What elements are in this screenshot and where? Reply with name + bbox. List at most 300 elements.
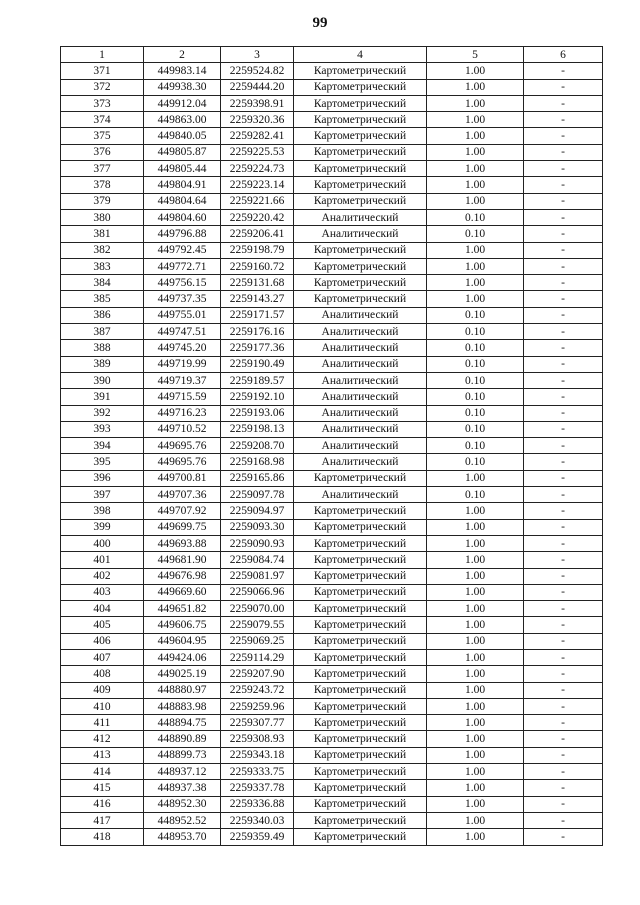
accuracy-cell: 1.00 <box>427 584 524 600</box>
accuracy-cell: 1.00 <box>427 601 524 617</box>
accuracy-cell: 1.00 <box>427 829 524 845</box>
table-row <box>61 193 603 209</box>
method-cell: Картометрический <box>294 698 427 714</box>
y-coordinate-cell: 2259094.97 <box>221 503 294 519</box>
note-cell: - <box>524 487 603 503</box>
note-cell: - <box>524 438 603 454</box>
accuracy-cell: 1.00 <box>427 780 524 796</box>
x-coordinate-cell: 449695.76 <box>144 438 221 454</box>
note-cell: - <box>524 584 603 600</box>
y-coordinate-cell: 2259337.78 <box>221 780 294 796</box>
point-number-cell: 376 <box>61 144 144 160</box>
note-cell: - <box>524 796 603 812</box>
y-coordinate-cell: 2259090.93 <box>221 535 294 551</box>
method-cell: Аналитический <box>294 421 427 437</box>
coordinates-table <box>60 46 603 846</box>
y-coordinate-cell: 2259177.36 <box>221 340 294 356</box>
accuracy-cell: 0.10 <box>427 454 524 470</box>
table-row <box>61 633 603 649</box>
accuracy-cell: 1.00 <box>427 764 524 780</box>
y-coordinate-cell: 2259192.10 <box>221 389 294 405</box>
method-cell: Картометрический <box>294 470 427 486</box>
accuracy-cell: 1.00 <box>427 144 524 160</box>
note-cell: - <box>524 731 603 747</box>
table-row <box>61 649 603 665</box>
table-row <box>61 698 603 714</box>
table-row <box>61 438 603 454</box>
accuracy-cell: 0.10 <box>427 324 524 340</box>
point-number-cell: 406 <box>61 633 144 649</box>
method-cell: Картометрический <box>294 731 427 747</box>
table-row <box>61 584 603 600</box>
note-cell: - <box>524 324 603 340</box>
y-coordinate-cell: 2259308.93 <box>221 731 294 747</box>
method-cell: Картометрический <box>294 796 427 812</box>
y-coordinate-cell: 2259165.86 <box>221 470 294 486</box>
table-row <box>61 209 603 225</box>
point-number-cell: 371 <box>61 63 144 79</box>
method-cell: Картометрический <box>294 780 427 796</box>
point-number-cell: 381 <box>61 226 144 242</box>
table-row <box>61 258 603 274</box>
y-coordinate-cell: 2259171.57 <box>221 307 294 323</box>
accuracy-cell: 0.10 <box>427 307 524 323</box>
point-number-cell: 392 <box>61 405 144 421</box>
x-coordinate-cell: 448953.70 <box>144 829 221 845</box>
point-number-cell: 385 <box>61 291 144 307</box>
point-number-cell: 398 <box>61 503 144 519</box>
y-coordinate-cell: 2259198.13 <box>221 421 294 437</box>
y-coordinate-cell: 2259097.78 <box>221 487 294 503</box>
method-cell: Аналитический <box>294 438 427 454</box>
table-row <box>61 487 603 503</box>
y-coordinate-cell: 2259093.30 <box>221 519 294 535</box>
accuracy-cell: 0.10 <box>427 389 524 405</box>
table-row <box>61 112 603 128</box>
point-number-cell: 409 <box>61 682 144 698</box>
note-cell: - <box>524 340 603 356</box>
x-coordinate-cell: 449772.71 <box>144 258 221 274</box>
method-cell: Картометрический <box>294 601 427 617</box>
accuracy-cell: 0.10 <box>427 356 524 372</box>
accuracy-cell: 1.00 <box>427 666 524 682</box>
point-number-cell: 414 <box>61 764 144 780</box>
table-row <box>61 519 603 535</box>
table-row <box>61 405 603 421</box>
point-number-cell: 407 <box>61 649 144 665</box>
column-header-3: 3 <box>221 47 294 63</box>
point-number-cell: 400 <box>61 535 144 551</box>
note-cell: - <box>524 161 603 177</box>
note-cell: - <box>524 209 603 225</box>
x-coordinate-cell: 449747.51 <box>144 324 221 340</box>
note-cell: - <box>524 275 603 291</box>
y-coordinate-cell: 2259336.88 <box>221 796 294 812</box>
y-coordinate-cell: 2259207.90 <box>221 666 294 682</box>
method-cell: Картометрический <box>294 535 427 551</box>
x-coordinate-cell: 449716.23 <box>144 405 221 421</box>
method-cell: Аналитический <box>294 372 427 388</box>
accuracy-cell: 1.00 <box>427 161 524 177</box>
x-coordinate-cell: 449912.04 <box>144 95 221 111</box>
y-coordinate-cell: 2259081.97 <box>221 568 294 584</box>
y-coordinate-cell: 2259224.73 <box>221 161 294 177</box>
x-coordinate-cell: 449863.00 <box>144 112 221 128</box>
x-coordinate-cell: 448883.98 <box>144 698 221 714</box>
point-number-cell: 402 <box>61 568 144 584</box>
method-cell: Аналитический <box>294 454 427 470</box>
table-row <box>61 63 603 79</box>
point-number-cell: 401 <box>61 552 144 568</box>
x-coordinate-cell: 449938.30 <box>144 79 221 95</box>
point-number-cell: 386 <box>61 307 144 323</box>
method-cell: Картометрический <box>294 242 427 258</box>
y-coordinate-cell: 2259208.70 <box>221 438 294 454</box>
x-coordinate-cell: 449710.52 <box>144 421 221 437</box>
table-row <box>61 79 603 95</box>
x-coordinate-cell: 449699.75 <box>144 519 221 535</box>
table-row <box>61 552 603 568</box>
note-cell: - <box>524 812 603 828</box>
y-coordinate-cell: 2259221.66 <box>221 193 294 209</box>
accuracy-cell: 1.00 <box>427 633 524 649</box>
point-number-cell: 417 <box>61 812 144 828</box>
y-coordinate-cell: 2259340.03 <box>221 812 294 828</box>
note-cell: - <box>524 307 603 323</box>
accuracy-cell: 0.10 <box>427 421 524 437</box>
x-coordinate-cell: 449025.19 <box>144 666 221 682</box>
x-coordinate-cell: 449681.90 <box>144 552 221 568</box>
point-number-cell: 375 <box>61 128 144 144</box>
x-coordinate-cell: 449669.60 <box>144 584 221 600</box>
table-row <box>61 144 603 160</box>
y-coordinate-cell: 2259114.29 <box>221 649 294 665</box>
method-cell: Картометрический <box>294 258 427 274</box>
note-cell: - <box>524 535 603 551</box>
y-coordinate-cell: 2259070.00 <box>221 601 294 617</box>
table-row <box>61 324 603 340</box>
y-coordinate-cell: 2259307.77 <box>221 715 294 731</box>
x-coordinate-cell: 448890.89 <box>144 731 221 747</box>
table-row <box>61 715 603 731</box>
point-number-cell: 405 <box>61 617 144 633</box>
note-cell: - <box>524 829 603 845</box>
column-header-6: 6 <box>524 47 603 63</box>
point-number-cell: 411 <box>61 715 144 731</box>
point-number-cell: 388 <box>61 340 144 356</box>
y-coordinate-cell: 2259168.98 <box>221 454 294 470</box>
note-cell: - <box>524 389 603 405</box>
method-cell: Картометрический <box>294 666 427 682</box>
accuracy-cell: 1.00 <box>427 796 524 812</box>
method-cell: Картометрический <box>294 503 427 519</box>
y-coordinate-cell: 2259398.91 <box>221 95 294 111</box>
note-cell: - <box>524 649 603 665</box>
table-row <box>61 389 603 405</box>
note-cell: - <box>524 568 603 584</box>
accuracy-cell: 1.00 <box>427 552 524 568</box>
column-header-2: 2 <box>144 47 221 63</box>
x-coordinate-cell: 449719.37 <box>144 372 221 388</box>
table-row <box>61 275 603 291</box>
note-cell: - <box>524 95 603 111</box>
x-coordinate-cell: 448880.97 <box>144 682 221 698</box>
x-coordinate-cell: 449700.81 <box>144 470 221 486</box>
note-cell: - <box>524 470 603 486</box>
point-number-cell: 382 <box>61 242 144 258</box>
y-coordinate-cell: 2259359.49 <box>221 829 294 845</box>
point-number-cell: 412 <box>61 731 144 747</box>
note-cell: - <box>524 356 603 372</box>
method-cell: Картометрический <box>294 95 427 111</box>
point-number-cell: 410 <box>61 698 144 714</box>
note-cell: - <box>524 617 603 633</box>
y-coordinate-cell: 2259220.42 <box>221 209 294 225</box>
accuracy-cell: 1.00 <box>427 682 524 698</box>
note-cell: - <box>524 698 603 714</box>
method-cell: Картометрический <box>294 715 427 731</box>
table-row <box>61 780 603 796</box>
note-cell: - <box>524 372 603 388</box>
accuracy-cell: 1.00 <box>427 617 524 633</box>
table-row <box>61 421 603 437</box>
note-cell: - <box>524 747 603 763</box>
method-cell: Картометрический <box>294 747 427 763</box>
table-row <box>61 161 603 177</box>
point-number-cell: 394 <box>61 438 144 454</box>
method-cell: Аналитический <box>294 209 427 225</box>
table-row <box>61 470 603 486</box>
accuracy-cell: 1.00 <box>427 112 524 128</box>
point-number-cell: 377 <box>61 161 144 177</box>
point-number-cell: 387 <box>61 324 144 340</box>
accuracy-cell: 1.00 <box>427 470 524 486</box>
y-coordinate-cell: 2259131.68 <box>221 275 294 291</box>
method-cell: Картометрический <box>294 177 427 193</box>
table-row <box>61 503 603 519</box>
table-row <box>61 601 603 617</box>
note-cell: - <box>524 503 603 519</box>
y-coordinate-cell: 2259524.82 <box>221 63 294 79</box>
table-row <box>61 226 603 242</box>
table-row <box>61 535 603 551</box>
method-cell: Картометрический <box>294 812 427 828</box>
accuracy-cell: 1.00 <box>427 649 524 665</box>
y-coordinate-cell: 2259176.16 <box>221 324 294 340</box>
point-number-cell: 384 <box>61 275 144 291</box>
note-cell: - <box>524 291 603 307</box>
note-cell: - <box>524 519 603 535</box>
x-coordinate-cell: 448952.30 <box>144 796 221 812</box>
accuracy-cell: 0.10 <box>427 438 524 454</box>
column-header-4: 4 <box>294 47 427 63</box>
method-cell: Аналитический <box>294 226 427 242</box>
accuracy-cell: 0.10 <box>427 340 524 356</box>
table-row <box>61 307 603 323</box>
x-coordinate-cell: 449707.92 <box>144 503 221 519</box>
method-cell: Аналитический <box>294 324 427 340</box>
method-cell: Картометрический <box>294 63 427 79</box>
point-number-cell: 404 <box>61 601 144 617</box>
x-coordinate-cell: 449715.59 <box>144 389 221 405</box>
point-number-cell: 373 <box>61 95 144 111</box>
y-coordinate-cell: 2259259.96 <box>221 698 294 714</box>
accuracy-cell: 1.00 <box>427 177 524 193</box>
table-row <box>61 666 603 682</box>
accuracy-cell: 1.00 <box>427 79 524 95</box>
accuracy-cell: 1.00 <box>427 258 524 274</box>
y-coordinate-cell: 2259189.57 <box>221 372 294 388</box>
x-coordinate-cell: 448937.38 <box>144 780 221 796</box>
accuracy-cell: 1.00 <box>427 275 524 291</box>
method-cell: Картометрический <box>294 79 427 95</box>
point-number-cell: 395 <box>61 454 144 470</box>
method-cell: Аналитический <box>294 487 427 503</box>
method-cell: Картометрический <box>294 193 427 209</box>
accuracy-cell: 0.10 <box>427 487 524 503</box>
table-row <box>61 617 603 633</box>
table-row <box>61 568 603 584</box>
note-cell: - <box>524 193 603 209</box>
note-cell: - <box>524 144 603 160</box>
accuracy-cell: 1.00 <box>427 731 524 747</box>
x-coordinate-cell: 449755.01 <box>144 307 221 323</box>
method-cell: Картометрический <box>294 584 427 600</box>
y-coordinate-cell: 2259190.49 <box>221 356 294 372</box>
table-row <box>61 372 603 388</box>
method-cell: Картометрический <box>294 112 427 128</box>
method-cell: Картометрический <box>294 682 427 698</box>
x-coordinate-cell: 449606.75 <box>144 617 221 633</box>
table-row <box>61 340 603 356</box>
method-cell: Картометрический <box>294 144 427 160</box>
note-cell: - <box>524 79 603 95</box>
accuracy-cell: 0.10 <box>427 372 524 388</box>
note-cell: - <box>524 666 603 682</box>
table-row <box>61 242 603 258</box>
x-coordinate-cell: 449983.14 <box>144 63 221 79</box>
table-row <box>61 731 603 747</box>
y-coordinate-cell: 2259444.20 <box>221 79 294 95</box>
table-body <box>61 63 603 845</box>
accuracy-cell: 1.00 <box>427 535 524 551</box>
accuracy-cell: 1.00 <box>427 503 524 519</box>
note-cell: - <box>524 226 603 242</box>
accuracy-cell: 1.00 <box>427 193 524 209</box>
y-coordinate-cell: 2259225.53 <box>221 144 294 160</box>
table-row <box>61 177 603 193</box>
table-header-row <box>61 47 603 63</box>
method-cell: Картометрический <box>294 633 427 649</box>
point-number-cell: 408 <box>61 666 144 682</box>
note-cell: - <box>524 112 603 128</box>
x-coordinate-cell: 449804.64 <box>144 193 221 209</box>
note-cell: - <box>524 715 603 731</box>
point-number-cell: 383 <box>61 258 144 274</box>
x-coordinate-cell: 449707.36 <box>144 487 221 503</box>
table-row <box>61 454 603 470</box>
accuracy-cell: 1.00 <box>427 95 524 111</box>
y-coordinate-cell: 2259069.25 <box>221 633 294 649</box>
y-coordinate-cell: 2259079.55 <box>221 617 294 633</box>
y-coordinate-cell: 2259343.18 <box>221 747 294 763</box>
method-cell: Картометрический <box>294 275 427 291</box>
table-row <box>61 829 603 845</box>
accuracy-cell: 0.10 <box>427 405 524 421</box>
x-coordinate-cell: 449804.91 <box>144 177 221 193</box>
accuracy-cell: 1.00 <box>427 698 524 714</box>
point-number-cell: 396 <box>61 470 144 486</box>
x-coordinate-cell: 449693.88 <box>144 535 221 551</box>
table-row <box>61 682 603 698</box>
accuracy-cell: 0.10 <box>427 226 524 242</box>
y-coordinate-cell: 2259066.96 <box>221 584 294 600</box>
note-cell: - <box>524 177 603 193</box>
x-coordinate-cell: 449651.82 <box>144 601 221 617</box>
point-number-cell: 391 <box>61 389 144 405</box>
y-coordinate-cell: 2259198.79 <box>221 242 294 258</box>
method-cell: Картометрический <box>294 291 427 307</box>
x-coordinate-cell: 449424.06 <box>144 649 221 665</box>
note-cell: - <box>524 454 603 470</box>
column-header-1: 1 <box>61 47 144 63</box>
accuracy-cell: 1.00 <box>427 519 524 535</box>
note-cell: - <box>524 601 603 617</box>
method-cell: Картометрический <box>294 552 427 568</box>
table-row <box>61 764 603 780</box>
note-cell: - <box>524 421 603 437</box>
note-cell: - <box>524 633 603 649</box>
point-number-cell: 378 <box>61 177 144 193</box>
note-cell: - <box>524 128 603 144</box>
note-cell: - <box>524 242 603 258</box>
accuracy-cell: 1.00 <box>427 715 524 731</box>
x-coordinate-cell: 448894.75 <box>144 715 221 731</box>
point-number-cell: 389 <box>61 356 144 372</box>
point-number-cell: 390 <box>61 372 144 388</box>
table-row <box>61 812 603 828</box>
point-number-cell: 374 <box>61 112 144 128</box>
point-number-cell: 413 <box>61 747 144 763</box>
x-coordinate-cell: 449796.88 <box>144 226 221 242</box>
y-coordinate-cell: 2259143.27 <box>221 291 294 307</box>
method-cell: Картометрический <box>294 829 427 845</box>
point-number-cell: 399 <box>61 519 144 535</box>
y-coordinate-cell: 2259206.41 <box>221 226 294 242</box>
table-row <box>61 356 603 372</box>
point-number-cell: 379 <box>61 193 144 209</box>
method-cell: Картометрический <box>294 128 427 144</box>
x-coordinate-cell: 449805.87 <box>144 144 221 160</box>
method-cell: Аналитический <box>294 307 427 323</box>
accuracy-cell: 1.00 <box>427 812 524 828</box>
method-cell: Картометрический <box>294 161 427 177</box>
point-number-cell: 397 <box>61 487 144 503</box>
point-number-cell: 372 <box>61 79 144 95</box>
y-coordinate-cell: 2259333.75 <box>221 764 294 780</box>
method-cell: Картометрический <box>294 617 427 633</box>
point-number-cell: 418 <box>61 829 144 845</box>
method-cell: Аналитический <box>294 356 427 372</box>
note-cell: - <box>524 258 603 274</box>
x-coordinate-cell: 449719.99 <box>144 356 221 372</box>
method-cell: Аналитический <box>294 389 427 405</box>
column-header-5: 5 <box>427 47 524 63</box>
point-number-cell: 380 <box>61 209 144 225</box>
x-coordinate-cell: 449792.45 <box>144 242 221 258</box>
point-number-cell: 403 <box>61 584 144 600</box>
point-number-cell: 415 <box>61 780 144 796</box>
